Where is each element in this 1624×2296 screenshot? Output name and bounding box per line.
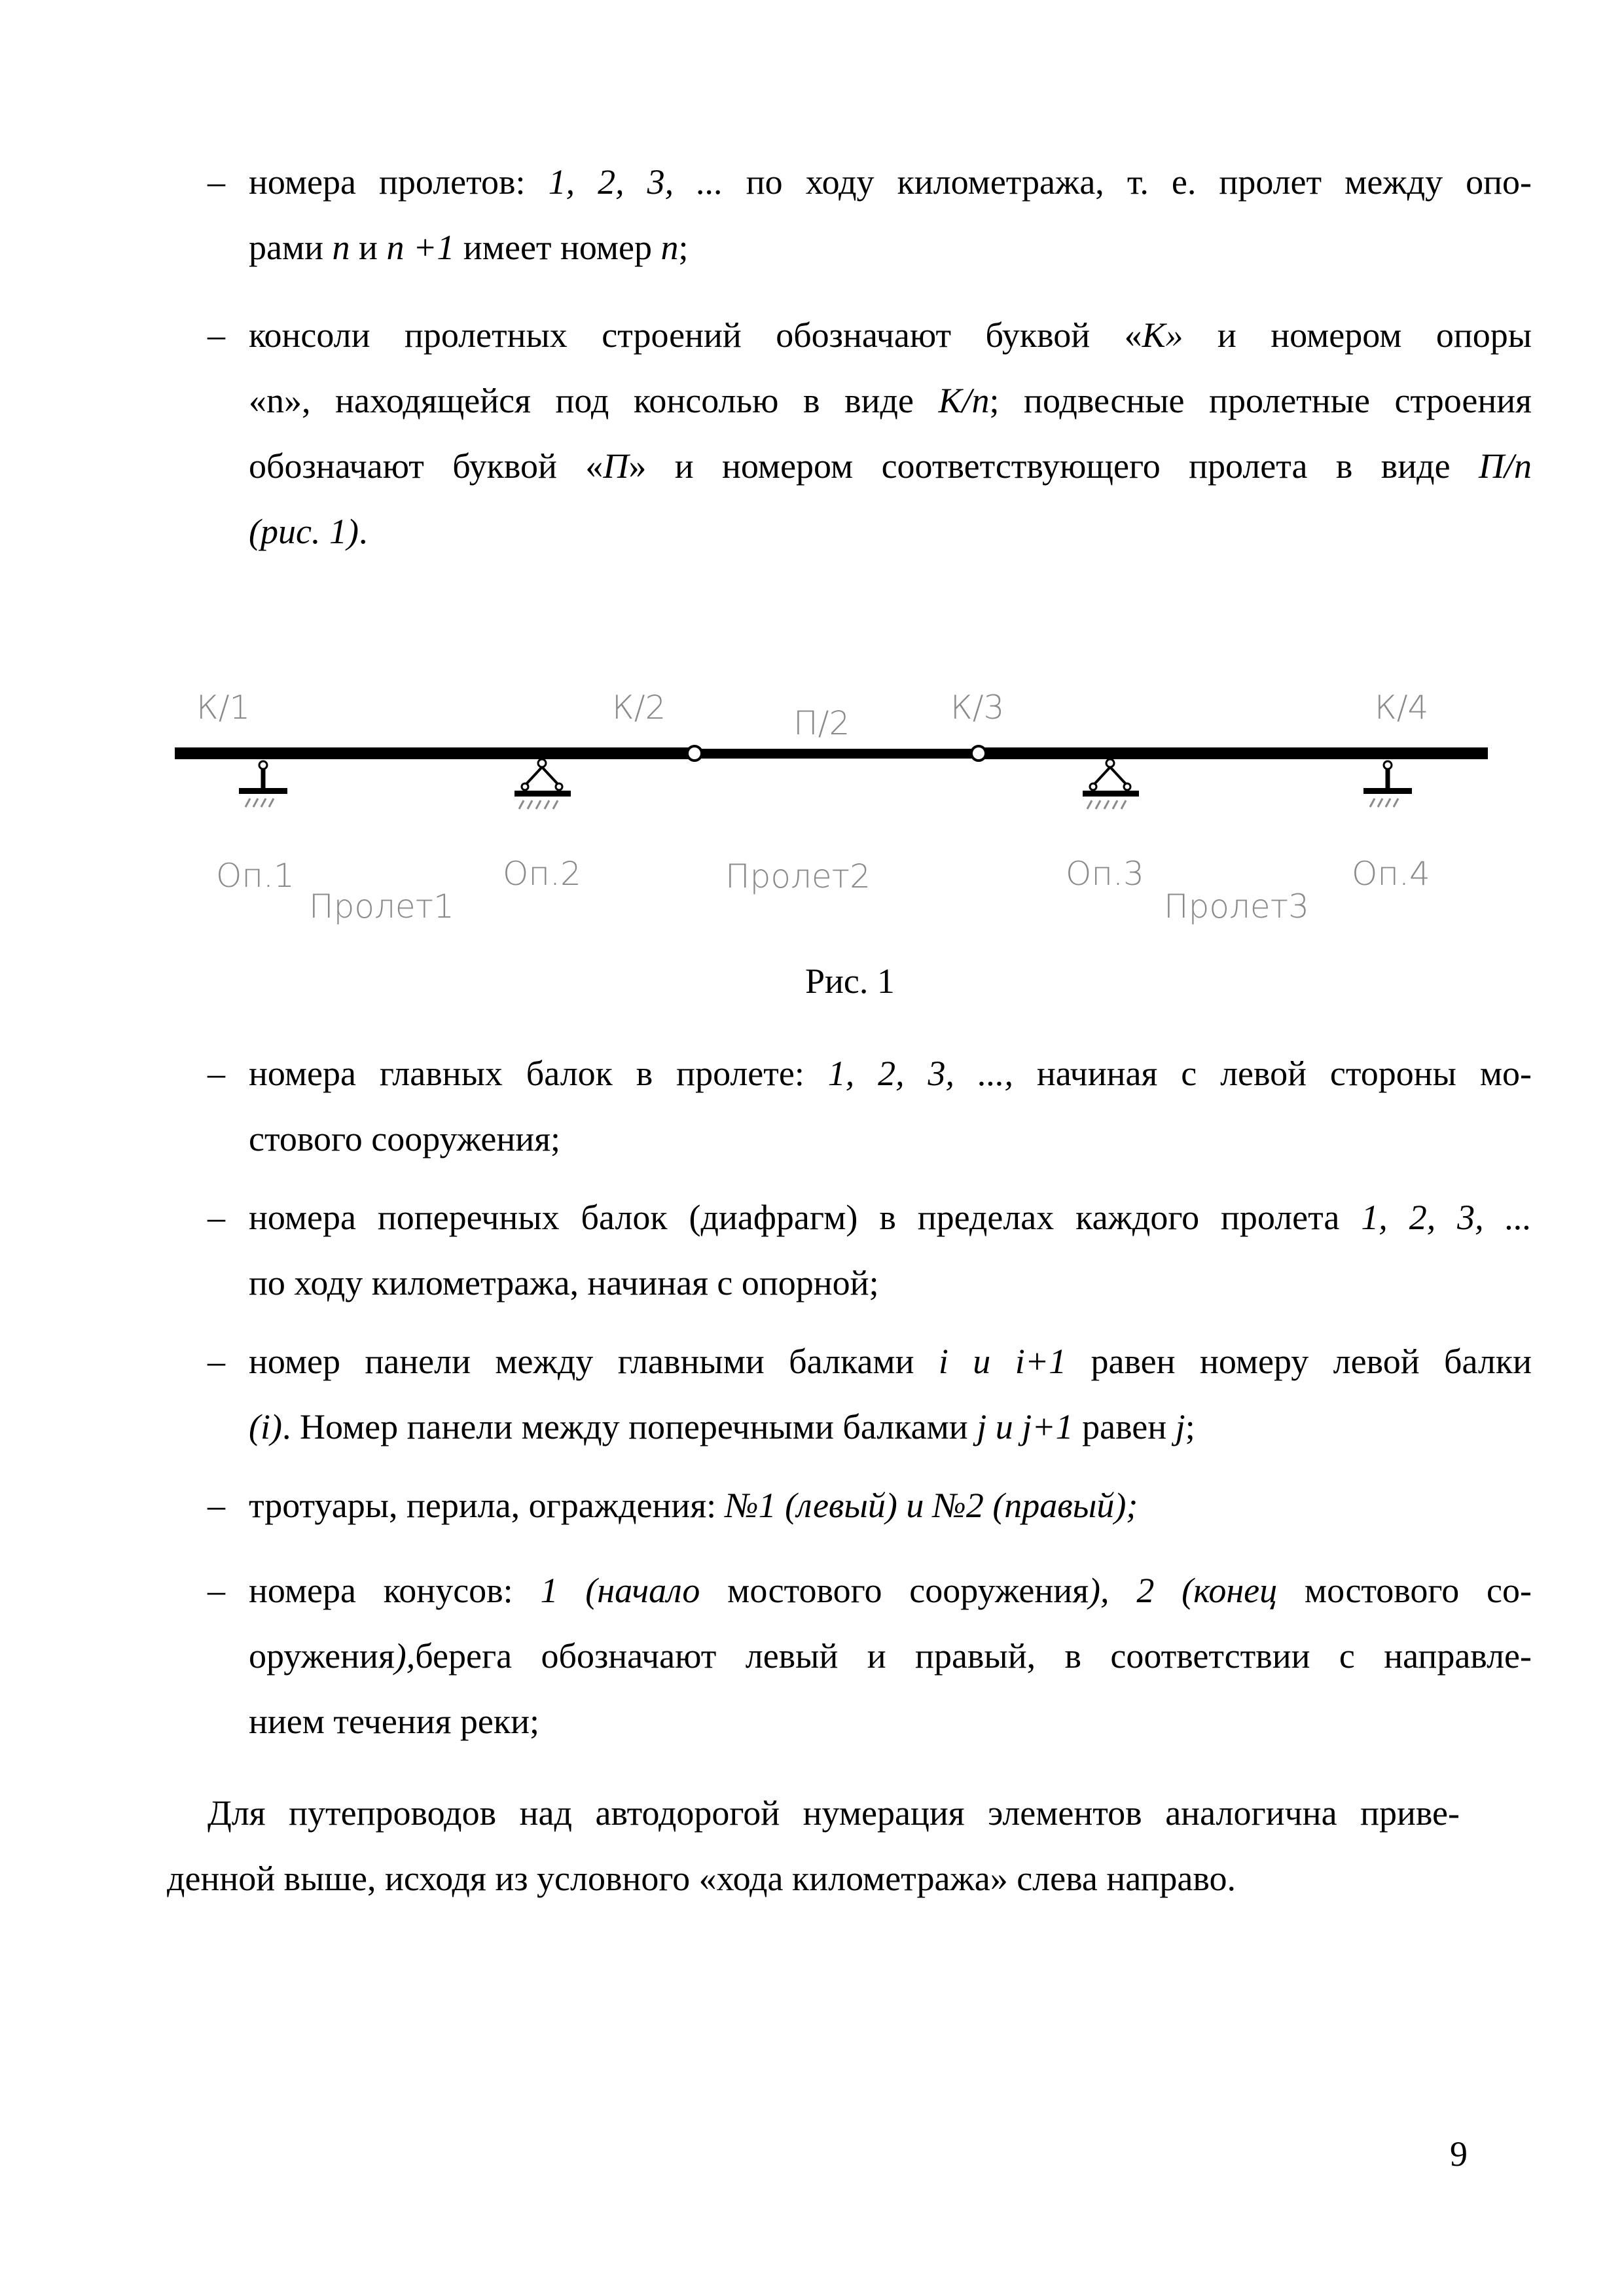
- text-line: (i). Номер панели между поперечными балками j и j+1 равен j;: [249, 1407, 1195, 1446]
- bullet-dash: –: [208, 1486, 225, 1525]
- support-2: [514, 759, 571, 809]
- text-line: денной выше, исходя из условного «хода километража» слева направо.: [167, 1859, 1236, 1898]
- support-label-4: Оп.4: [1352, 855, 1430, 893]
- text-line: номера пролетов: 1, 2, 3, ... по ходу километража, т. е. пролет между опо-: [249, 162, 1532, 202]
- bullet-dash: –: [208, 1054, 225, 1093]
- support-label-3: Оп.3: [1066, 855, 1144, 893]
- italic-run: 1, 2, 3, ...: [548, 162, 723, 202]
- italic-run: П: [603, 446, 629, 486]
- italic-run: j: [1175, 1407, 1185, 1446]
- beam-suspended: [695, 749, 979, 759]
- italic-run: 1, 2, 3, ...,: [827, 1054, 1013, 1093]
- italic-run: (i): [249, 1407, 282, 1446]
- italic-run: n: [660, 228, 679, 267]
- bullet-dash: –: [208, 1571, 225, 1610]
- text-line: тротуары, перила, ограждения: №1 (левый) и №2 (правый);: [249, 1486, 1138, 1525]
- italic-run: ), 2 (конец: [1089, 1571, 1278, 1610]
- support-1: [239, 761, 287, 807]
- support-3: [1083, 759, 1139, 809]
- text-line: номер панели между главными балками i и i+1 равен номеру левой балки: [249, 1342, 1532, 1381]
- console-label-4: К/4: [1375, 689, 1429, 726]
- figure-caption: Рис. 1: [805, 961, 895, 1001]
- text-line: номера главных балок в пролете: 1, 2, 3, ..., начиная с левой стороны мо-: [249, 1054, 1532, 1093]
- bullet-dash: –: [208, 315, 225, 355]
- support-label-2: Оп.2: [503, 855, 581, 893]
- italic-run: (рис. 1): [249, 512, 359, 551]
- suspended-span-label: П/2: [793, 704, 850, 742]
- italic-run: П/n: [1479, 446, 1532, 486]
- italic-run: 1 (начало: [540, 1571, 700, 1610]
- text-line: стового сооружения;: [249, 1119, 561, 1158]
- support-label-1: Оп.1: [216, 857, 295, 895]
- span-label-3: Пролет3: [1164, 888, 1309, 925]
- text-line: Для путепроводов над автодорогой нумерация элементов аналогична приве-: [208, 1793, 1460, 1833]
- text-line: номера поперечных балок (диафрагм) в пределах каждого пролета 1, 2, 3, ...: [249, 1198, 1532, 1237]
- span-label-1: Пролет1: [309, 888, 454, 925]
- italic-run: №1 (левый) и №2 (правый);: [725, 1486, 1138, 1525]
- span-label-2: Пролет2: [725, 857, 871, 895]
- page-number: 9: [1450, 2134, 1468, 2174]
- console-label-1: К/1: [196, 689, 251, 726]
- text-line: по ходу километража, начиная с опорной;: [249, 1263, 879, 1302]
- text-line: консоли пролетных строений обозначают буквой «К» и номером опоры: [249, 315, 1532, 355]
- italic-run: j и j+1: [977, 1407, 1074, 1446]
- italic-run: n +1: [386, 228, 455, 267]
- text-line: оружения),берега обозначают левый и правый, в соответствии с направле-: [249, 1636, 1532, 1676]
- hinge-left: [687, 746, 702, 761]
- italic-run: ),: [394, 1636, 416, 1676]
- bullet-dash: –: [208, 1342, 225, 1381]
- italic-run: i и i+1: [938, 1342, 1067, 1381]
- text-line: (рис. 1).: [249, 512, 368, 551]
- italic-run: 1, 2, 3, ...: [1361, 1198, 1532, 1237]
- bullet-dash: –: [208, 162, 225, 202]
- italic-run: n: [332, 228, 350, 267]
- text-line: нием течения реки;: [249, 1702, 540, 1741]
- text-line: рами n и n +1 имеет номер n;: [249, 228, 689, 267]
- beam-right: [979, 747, 1488, 759]
- hinge-right: [971, 746, 986, 761]
- console-label-3: К/3: [950, 689, 1005, 726]
- italic-run: К»: [1142, 315, 1183, 355]
- italic-run: К/n: [938, 381, 990, 420]
- final-paragraph: [167, 1780, 1460, 1911]
- text-line: «n», находящейся под консолью в виде К/n; подвесные пролетные строения: [249, 381, 1532, 420]
- text-line: обозначают буквой «П» и номером соответствующего пролета в виде П/n: [249, 446, 1532, 486]
- beam-left: [175, 747, 695, 759]
- console-label-2: К/2: [612, 689, 666, 726]
- support-4: [1363, 761, 1412, 807]
- bridge-scheme-figure: [144, 668, 1506, 942]
- text-line: номера конусов: 1 (начало мостового сооружения), 2 (конец мостового со-: [249, 1571, 1532, 1610]
- bullet-dash: –: [208, 1198, 225, 1237]
